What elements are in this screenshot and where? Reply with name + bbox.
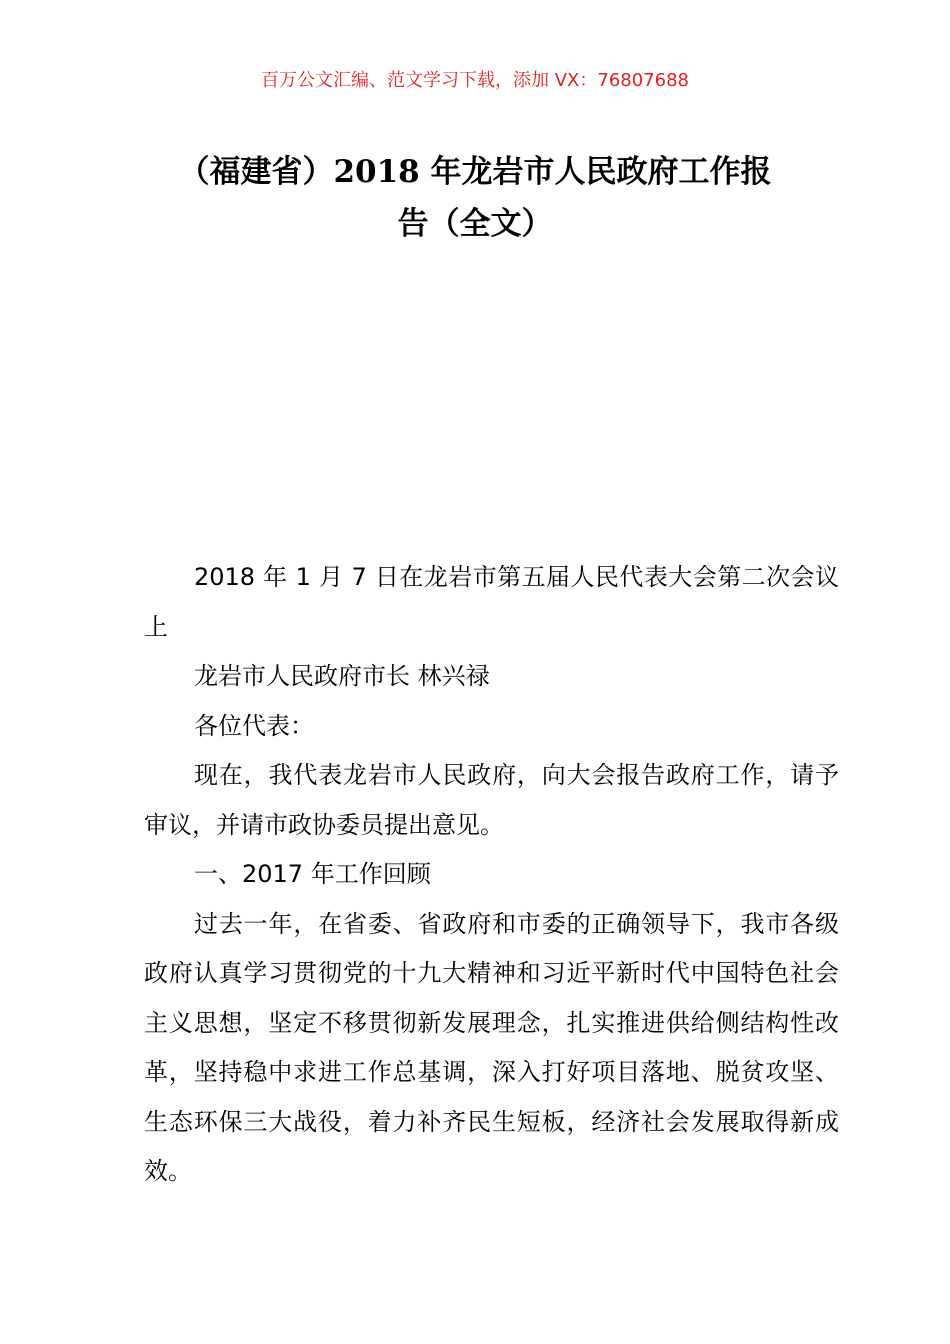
section-heading: 一、2017 年工作回顾 xyxy=(194,860,431,888)
intro-paragraph: 现在，我代表龙岩市人民政府，向大会报告政府工作，请予审议，并请市政协委员提出意见。 xyxy=(144,761,839,839)
title-line-2: 告（全文） xyxy=(397,206,553,242)
salutation-paragraph: 各位代表： xyxy=(194,711,314,740)
meeting-info-paragraph: 2018 年 1 月 7 日在龙岩市第五届人民代表大会第二次会议上 xyxy=(144,563,839,641)
title-line-1: （福建省）2018 年龙岩市人民政府工作报 xyxy=(178,154,772,190)
document-title xyxy=(120,146,830,250)
header-note: 百万公文汇编、范文学习下载，添加 VX：76807688 xyxy=(261,70,689,91)
document-body xyxy=(144,553,839,1197)
speaker-paragraph: 龙岩市人民政府市长 林兴禄 xyxy=(194,662,490,690)
review-paragraph: 过去一年，在省委、省政府和市委的正确领导下，我市各级政府认真学习贯彻党的十九大精神和习近平新时代中国特色社会主义思想，坚定不移贯彻新发展理念，扎实推进供给侧结构性改革，坚持稳中求进工作总基调，深入打好项目落地、脱贫攻坚、生态环保三大战役，着力补齐民生短板，经济社会发展取得新成效。 xyxy=(144,909,839,1185)
